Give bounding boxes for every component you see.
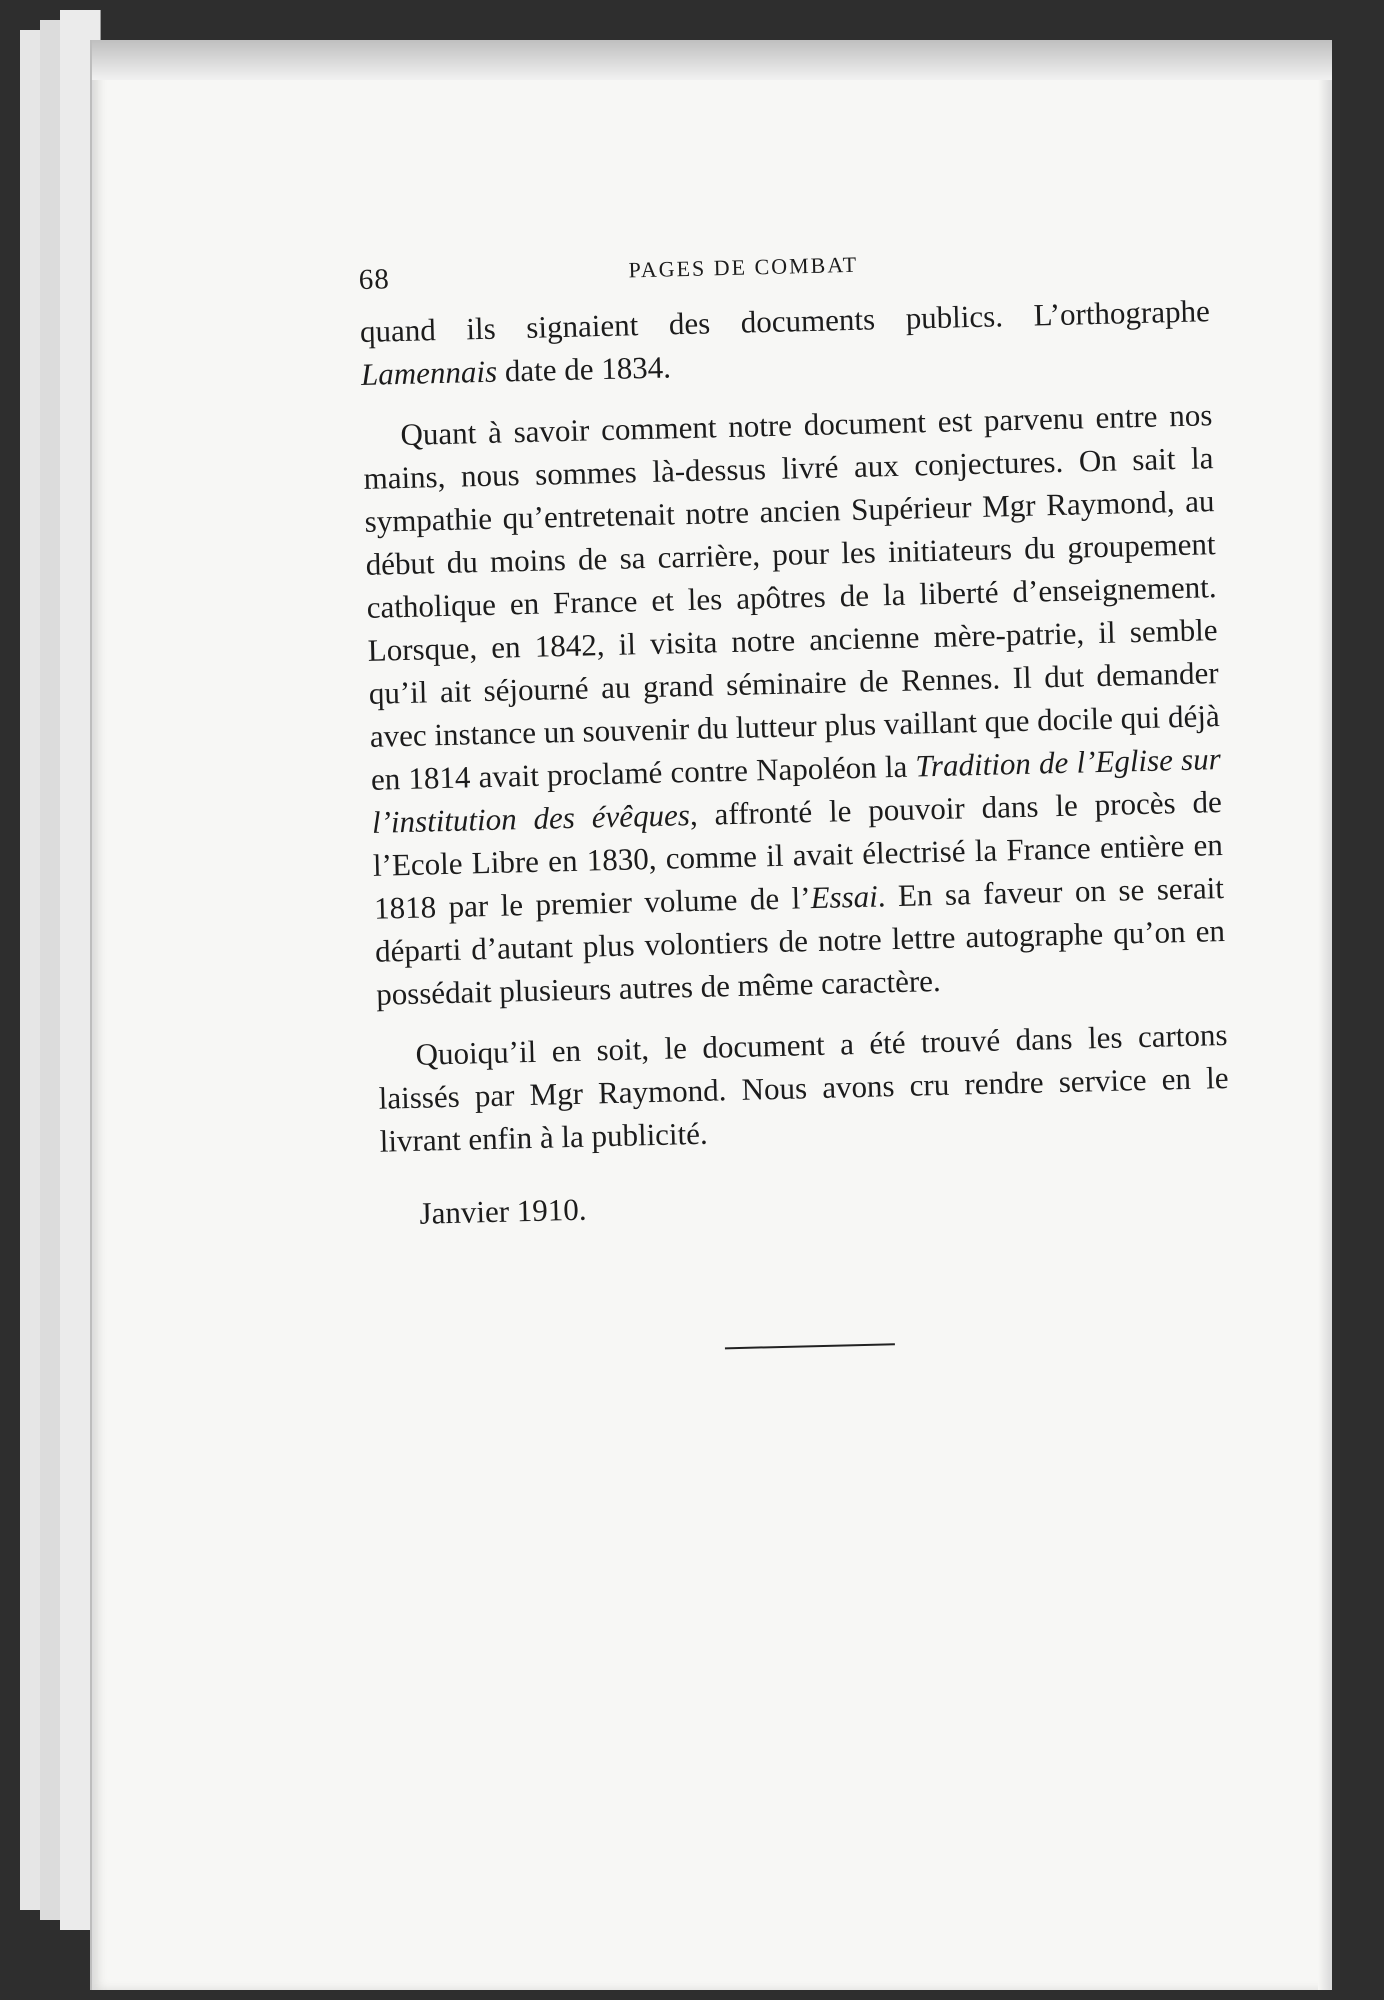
italic-text-run: Lamennais [360, 353, 498, 392]
italic-text-run: Tradition de l’Eglise sur l’institution des évêques [371, 741, 1222, 840]
page-top-edge [92, 40, 1332, 80]
text-run: , affronté le pouvoir dans le procès de l’Ecole Libre en 1830, comme il avait électrisé la France entière en 1818 par le premier volume de l’ [372, 784, 1224, 926]
date-line: Janvier 1910. [419, 1191, 587, 1231]
page-number: 68 [358, 263, 391, 296]
text-run: Quant à savoir comment notre document est parvenu entre nos mains, nous sommes là-dessus livré aux conjectures. On sait la sympathie qu’entretenait notre ancien Supérieur Mgr Raymond, au début du moins de sa carrière, pour les initiateurs du groupement catholique en France et les apôtres de la liberté d’enseignement. Lorsque, en 1842, il visita notre ancienne mère-patrie, il semble qu’il ait séjourné au grand séminaire de Rennes. Il dut demander avec instance un souvenir du lutteur plus vaillant que docile qui déjà en 1814 avait proclamé contre Napoléon la [363, 397, 1221, 797]
page-right-gutter [1318, 80, 1332, 1990]
text-run: date de 1834. [496, 349, 672, 389]
page-text-block [358, 229, 1235, 1357]
paragraph-indent [363, 445, 401, 446]
text-run: Quoiqu’il en soit, le document a été trouvé dans les cartons laissés par Mgr Raymond. Nous avons cru rendre service en le livrant enfin à la publicité. [378, 1016, 1229, 1159]
paragraph [362, 393, 1226, 1016]
text-run: quand ils signaient des documents publics. L’orthographe [359, 293, 1211, 349]
body-text [359, 289, 1230, 1163]
running-title: PAGES DE COMBAT [628, 251, 859, 283]
italic-text-run: Essai [810, 878, 879, 916]
paragraph-indent [378, 1065, 416, 1066]
paragraph [377, 1013, 1230, 1163]
text-run: . En sa faveur on se serait départi d’autant plus volontiers de notre lettre autographe qu’on en possédait plusieurs autres de même caractère. [374, 870, 1226, 1012]
